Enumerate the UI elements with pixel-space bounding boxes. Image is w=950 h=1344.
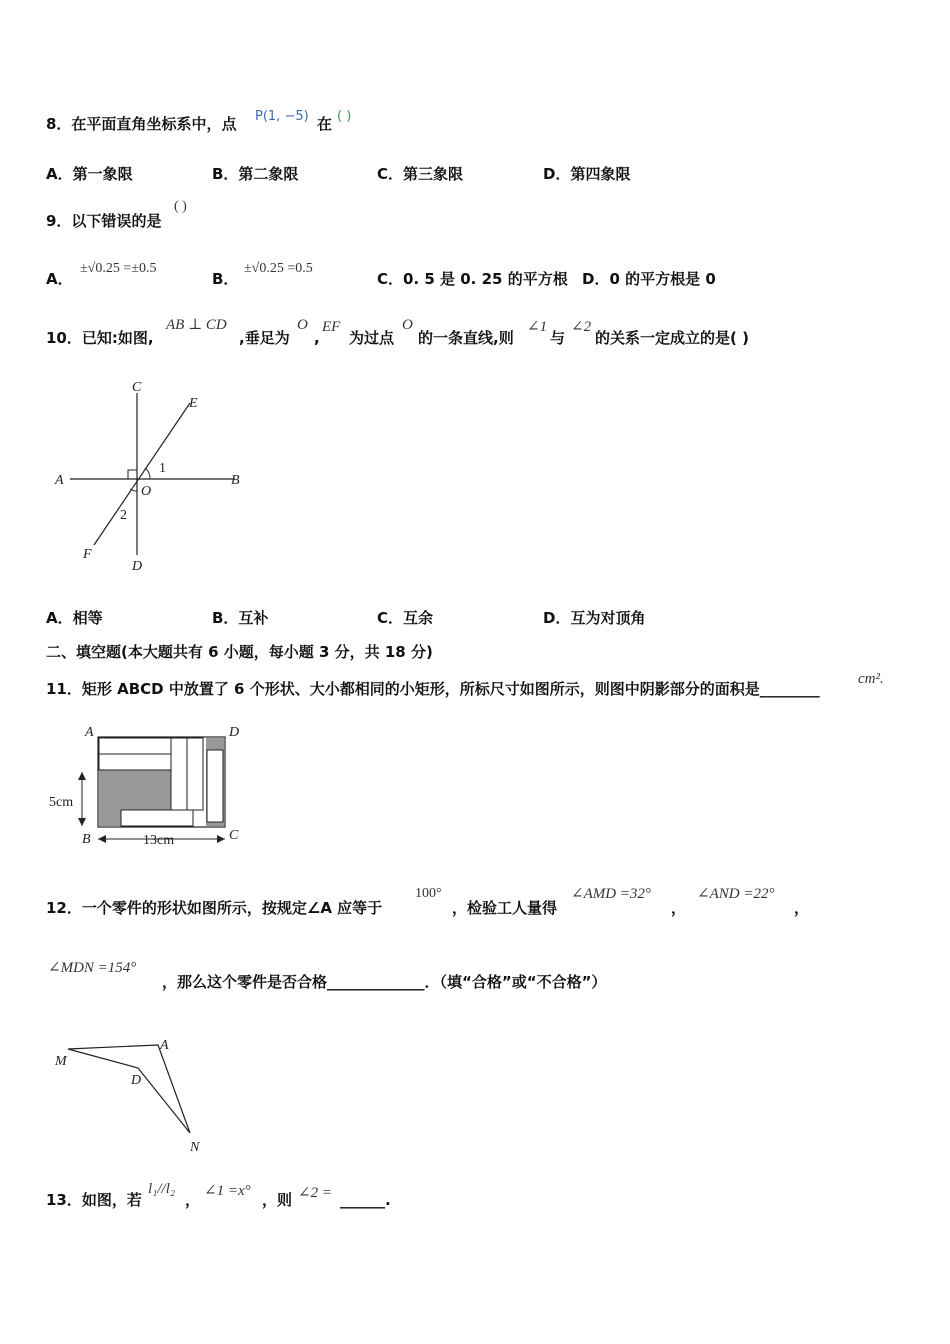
q12-m3: ∠AND =22° xyxy=(697,886,775,902)
q8-option-a: A．第一象限 xyxy=(46,165,133,183)
angle-1-arc xyxy=(145,468,150,479)
label-n: N xyxy=(190,1140,200,1155)
q13-t3: ______. xyxy=(340,1191,391,1209)
q12-t2: ， xyxy=(671,899,687,917)
section-2-heading: 二、填空题(本大题共有 6 小题，每小题 3 分，共 18 分) xyxy=(46,643,433,661)
q10-m4: O xyxy=(402,317,413,333)
width-arrow-right xyxy=(217,835,225,843)
label-b: B xyxy=(82,832,91,847)
q9-option-b-label: B． xyxy=(212,270,239,288)
small-rect-5 xyxy=(207,750,223,822)
q13-t1: ， xyxy=(185,1191,201,1209)
q10-option-b: B．互补 xyxy=(212,609,269,627)
q10-t6: 的关系一定成立的是( ) xyxy=(595,329,749,347)
q10-option-d: D．互为对顶角 xyxy=(543,609,646,627)
q13-m2: ∠1 =x° xyxy=(204,1183,251,1199)
label-a: A xyxy=(55,473,64,488)
label-o: O xyxy=(141,484,152,499)
q13-t2: ，则 xyxy=(262,1191,293,1209)
q9-stem: 9．以下错误的是 xyxy=(46,212,162,230)
q8-option-c: C．第三象限 xyxy=(377,165,464,183)
small-rect-3 xyxy=(171,738,187,810)
q9-option-d: D．0 的平方根是 0 xyxy=(582,270,716,288)
height-label: 5cm xyxy=(49,795,74,810)
q10-t5: 与 xyxy=(550,329,566,347)
q12-m2: ∠AMD =32° xyxy=(571,886,651,902)
q12-m1: 100° xyxy=(415,886,442,901)
q10-m6: ∠2 xyxy=(571,319,592,335)
label-d: D xyxy=(229,725,240,740)
width-arrow-left xyxy=(98,835,106,843)
q12-stem: 12．一个零件的形状如图所示，按规定∠A 应等于 xyxy=(46,899,383,917)
q8-stem: 8．在平面直角坐标系中，点 xyxy=(46,115,237,133)
label-f: F xyxy=(83,547,92,562)
width-label: 13cm xyxy=(143,833,175,848)
q12-figure xyxy=(50,1035,220,1160)
part-outline xyxy=(68,1045,190,1133)
q12-t1: ，检验工人量得 xyxy=(452,899,558,917)
q9-option-a-label: A． xyxy=(46,270,73,288)
q9-option-a-math: ±√0.25 =±0.5 xyxy=(80,261,157,276)
q8-option-b: B．第二象限 xyxy=(212,165,299,183)
q10-t1: ,垂足为 xyxy=(239,329,290,347)
line-ef xyxy=(94,403,190,545)
label-c: C xyxy=(132,380,142,395)
small-rect-2 xyxy=(99,754,171,770)
q10-m1: AB ⊥ CD xyxy=(166,317,227,333)
q13-m1: l₁//l₂ xyxy=(148,1181,176,1197)
q13-m3: ∠2 = xyxy=(298,1185,332,1201)
label-a: A xyxy=(160,1038,169,1053)
label-c: C xyxy=(229,828,239,843)
label-m: M xyxy=(55,1054,67,1069)
label-e: E xyxy=(189,396,198,411)
q10-t3: 为过点 xyxy=(349,329,395,347)
label-angle-2: 2 xyxy=(120,508,127,523)
label-d: D xyxy=(131,1073,142,1088)
q10-m5: ∠1 xyxy=(527,319,548,335)
label-angle-1: 1 xyxy=(159,461,166,476)
q10-t4: 的一条直线,则 xyxy=(418,329,514,347)
q11-stem: 11．矩形 ABCD 中放置了 6 个形状、大小都相同的小矩形，所标尺寸如图所示，则图中阴影部分的面积是________ xyxy=(46,680,820,698)
q8-point: P(1, −5) xyxy=(255,109,309,124)
q9-option-c: C．0. 5 是 0. 25 的平方根 xyxy=(377,270,568,288)
q11-unit: cm². xyxy=(858,671,884,687)
small-rect-6 xyxy=(121,810,193,826)
q9-paren: ( ) xyxy=(174,199,187,214)
q10-figure xyxy=(50,375,260,575)
label-b: B xyxy=(231,473,240,488)
height-arrow-bottom xyxy=(78,818,86,826)
label-d: D xyxy=(132,559,143,574)
q12-m4: ∠MDN =154° xyxy=(48,960,137,976)
small-rect-4 xyxy=(187,738,203,810)
q10-m2: O xyxy=(297,317,308,333)
q12-t3: ， xyxy=(794,899,810,917)
q8-tail: 在 xyxy=(317,115,333,133)
q10-stem: 10．已知:如图, xyxy=(46,329,154,347)
q8-option-d: D．第四象限 xyxy=(543,165,631,183)
right-angle-mark xyxy=(128,470,137,479)
small-rect-1 xyxy=(99,738,171,754)
height-arrow-top xyxy=(78,772,86,780)
q12-t4: ，那么这个零件是否合格_____________．（填“合格”或“不合格”） xyxy=(162,973,607,991)
q10-option-c: C．互余 xyxy=(377,609,434,627)
q10-option-a: A．相等 xyxy=(46,609,103,627)
q8-paren: ( ) xyxy=(337,109,352,124)
q13-stem: 13．如图，若 xyxy=(46,1191,142,1209)
q10-t2: , xyxy=(314,329,320,347)
q11-figure xyxy=(45,722,245,852)
label-a: A xyxy=(85,725,94,740)
q10-m3: EF xyxy=(322,319,341,335)
q9-option-b-math: ±√0.25 =0.5 xyxy=(244,261,313,276)
